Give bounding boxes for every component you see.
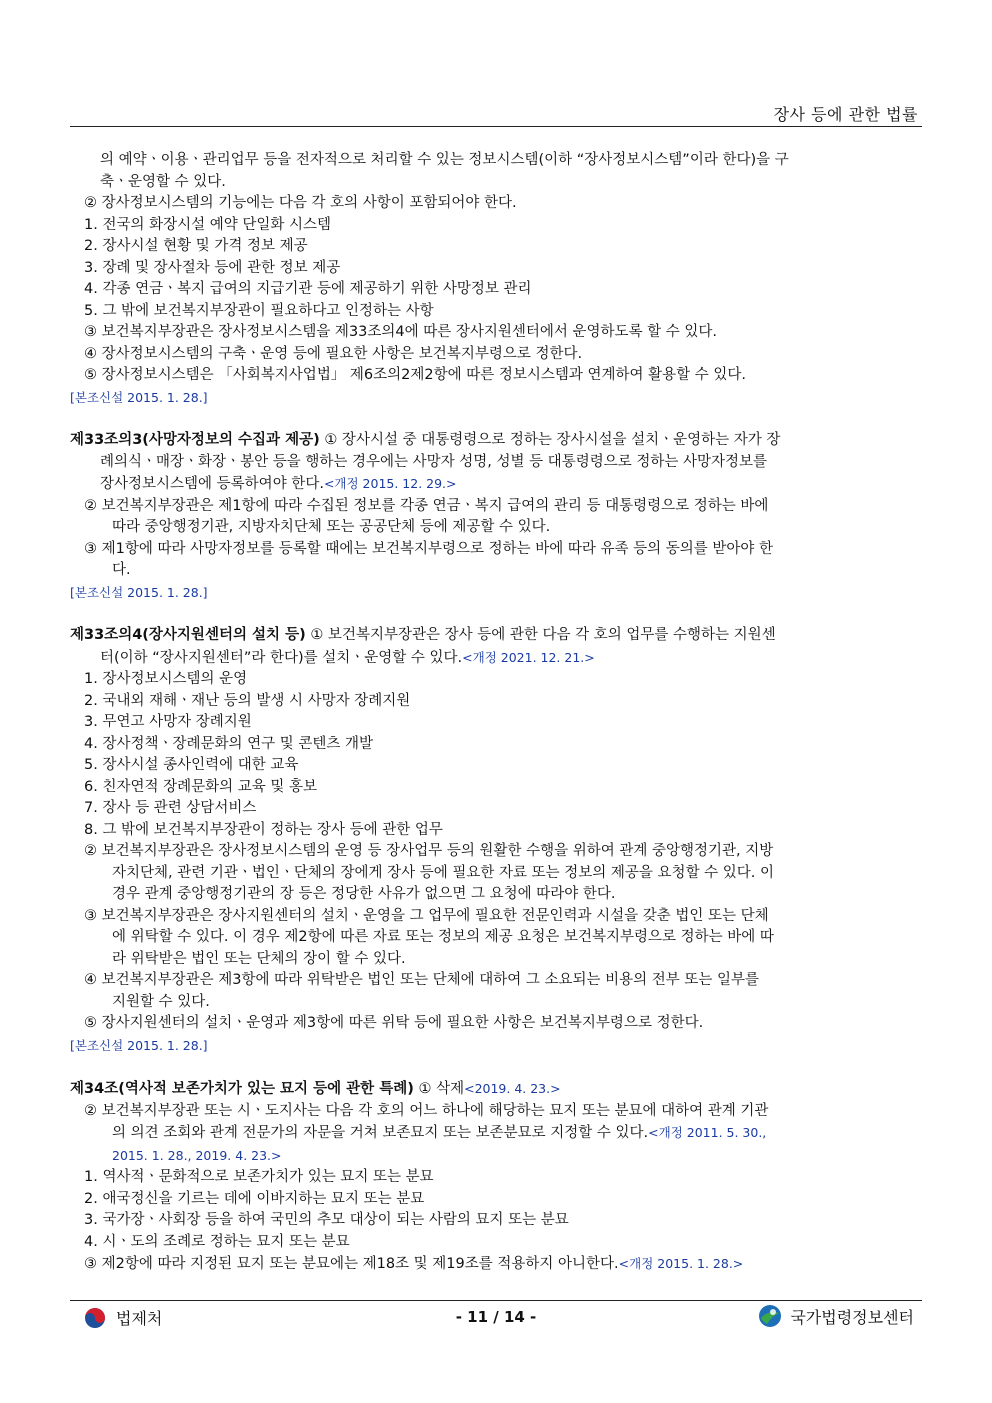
footer-divider xyxy=(70,1300,922,1301)
text-line xyxy=(70,236,922,258)
line-text: 1. 장사정보시스템의 운영 xyxy=(84,671,248,687)
line-text: 3. 국가장ㆍ사회장 등을 하여 국민의 추모 대상이 되는 사람의 묘지 또는 분묘 xyxy=(84,1212,569,1228)
article-title: 제33조의4(장사지원센터의 설치 등) xyxy=(70,627,306,643)
text-line xyxy=(70,452,922,474)
text-line xyxy=(70,906,922,928)
text-line xyxy=(70,777,922,799)
text-line xyxy=(70,322,922,344)
text-line xyxy=(70,884,922,906)
line-text: 축ㆍ운영할 수 있다. xyxy=(100,173,226,190)
enactment-note-text: [본조신설 2015. 1. 28.] xyxy=(70,1037,208,1053)
text-line xyxy=(70,473,922,496)
section-gap xyxy=(70,604,922,625)
line-text: ⑤ 장사지원센터의 설치ㆍ운영과 제3항에 따른 위탁 등에 필요한 사항은 보건복지부령으로 정한다. xyxy=(84,1015,704,1031)
line-text: ① 삭제 xyxy=(413,1081,465,1097)
line-text: 8. 그 밖에 보건복지부장관이 정하는 장사 등에 관한 업무 xyxy=(84,821,443,838)
text-line xyxy=(70,301,922,323)
amendment-note: <개정 2011. 5. 30., xyxy=(648,1125,767,1140)
enactment-note xyxy=(70,387,922,410)
line-text: 3. 장례 및 장사절차 등에 관한 정보 제공 xyxy=(84,259,341,276)
text-line xyxy=(70,647,922,670)
text-line xyxy=(70,150,922,172)
document-title: 장사 등에 관한 법률 xyxy=(773,105,918,124)
line-text: ⑤ 장사정보시스템은 「사회복지사업법」 제6조의2제2항에 따른 정보시스템과 연계하여 활용할 수 있다. xyxy=(84,367,747,383)
line-text: 따라 중앙행정기관, 지방자치단체 또는 공공단체 등에 제공할 수 있다. xyxy=(112,519,551,535)
text-line xyxy=(70,172,922,194)
amendment-note: <개정 2015. 1. 28.> xyxy=(618,1256,744,1271)
text-line xyxy=(70,970,922,992)
line-text: ③ 보건복지부장관은 장사정보시스템을 제33조의4에 따른 장사지원센터에서 운영하도록 할 수 있다. xyxy=(84,324,718,340)
enactment-note-text: [본조신설 2015. 1. 28.] xyxy=(70,584,208,600)
text-line xyxy=(70,863,922,885)
header-divider xyxy=(70,126,922,127)
line-text: ④ 보건복지부장관은 제3항에 따라 위탁받은 법인 또는 단체에 대하여 그 소요되는 비용의 전부 또는 일부를 xyxy=(84,972,760,988)
amendment-note: <개정 2015. 12. 29.> xyxy=(323,476,457,491)
globe-logo-icon xyxy=(758,1304,782,1328)
text-line xyxy=(70,1122,922,1145)
text-line xyxy=(70,258,922,280)
text-line xyxy=(70,344,922,366)
text-line xyxy=(70,496,922,518)
line-text: ② 장사정보시스템의 기능에는 다음 각 호의 사항이 포함되어야 한다. xyxy=(84,195,517,211)
article-heading-line xyxy=(70,1078,922,1101)
line-text: 2. 장사시설 현황 및 가격 정보 제공 xyxy=(84,238,308,254)
article-title: 제34조(역사적 보존가치가 있는 묘지 등에 관한 특례) xyxy=(70,1081,414,1097)
enactment-note xyxy=(70,582,922,605)
text-line xyxy=(70,1232,922,1254)
line-text: 2. 국내외 재해ㆍ재난 등의 발생 시 사망자 장례지원 xyxy=(84,692,411,709)
text-line xyxy=(70,712,922,734)
line-text: 4. 장사정책ㆍ장례문화의 연구 및 콘텐츠 개발 xyxy=(84,735,374,752)
section-gap xyxy=(70,1057,922,1078)
line-text: 에 위탁할 수 있다. 이 경우 제2항에 따른 자료 또는 정보의 제공 요청은 보건복지부령으로 정하는 바에 따 xyxy=(112,929,774,945)
text-line xyxy=(70,193,922,215)
enactment-note-text: [본조신설 2015. 1. 28.] xyxy=(70,389,208,405)
text-line xyxy=(70,820,922,842)
text-line xyxy=(70,992,922,1014)
line-text: ① 보건복지부장관은 장사 등에 관한 다음 각 호의 업무를 수행하는 지원센 xyxy=(305,627,776,643)
amendment-note: <2019. 4. 23.> xyxy=(464,1081,561,1096)
section-gap xyxy=(70,409,922,430)
line-text: 자치단체, 관련 기관ㆍ법인ㆍ단체의 장에게 장사 등에 필요한 자료 또는 정보의 제공을 요청할 수 있다. 이 xyxy=(112,864,775,881)
text-line xyxy=(70,1253,922,1276)
footer-right xyxy=(758,1304,914,1328)
line-text: ② 보건복지부장관은 제1항에 따라 수집된 정보를 각종 연금ㆍ복지 급여의 관리 등 대통령령으로 정하는 바에 xyxy=(84,497,769,514)
line-text: 5. 장사시설 종사인력에 대한 교육 xyxy=(84,757,299,773)
text-line xyxy=(70,734,922,756)
page-number: - 11 / 14 - xyxy=(455,1308,537,1326)
footer-org-name: 법제처 xyxy=(116,1309,163,1328)
text-line xyxy=(70,691,922,713)
text-line xyxy=(70,841,922,863)
text-line xyxy=(70,1013,922,1035)
line-text: 지원할 수 있다. xyxy=(112,993,210,1010)
text-line xyxy=(70,1210,922,1232)
line-text: ③ 보건복지부장관은 장사지원센터의 설치ㆍ운영을 그 업무에 필요한 전문인력과 시설을 갖춘 법인 또는 단체 xyxy=(84,907,769,924)
line-text: 경우 관계 중앙행정기관의 장 등은 정당한 사유가 없으면 그 요청에 따라야 한다. xyxy=(112,886,616,902)
enactment-note xyxy=(70,1035,922,1058)
text-line xyxy=(70,365,922,387)
amendment-note: 2015. 1. 28., 2019. 4. 23.> xyxy=(112,1147,282,1163)
line-text: 의 예약ㆍ이용ㆍ관리업무 등을 전자적으로 처리할 수 있는 정보시스템(이하 “장사정보시스템”이라 한다)을 구 xyxy=(100,152,789,168)
line-text: 라 위탁받은 법인 또는 단체의 장이 할 수 있다. xyxy=(112,950,406,967)
line-text: 5. 그 밖에 보건복지부장관이 필요하다고 인정하는 사항 xyxy=(84,302,434,319)
text-line xyxy=(70,215,922,237)
line-text: 1. 역사적ㆍ문화적으로 보존가치가 있는 묘지 또는 분묘 xyxy=(84,1169,434,1185)
text-line xyxy=(70,1167,922,1189)
line-text: 의 의견 조회와 관계 전문가의 자문을 거쳐 보존묘지 또는 보존분묘로 지정할 수 있다. xyxy=(112,1125,649,1141)
text-line xyxy=(70,949,922,971)
text-line xyxy=(70,560,922,582)
article-title: 제33조의3(사망자정보의 수집과 제공) xyxy=(70,432,320,448)
line-text: 4. 각종 연금ㆍ복지 급여의 지급기관 등에 제공하기 위한 사망정보 관리 xyxy=(84,281,532,297)
line-text: 장사정보시스템에 등록하여야 한다. xyxy=(100,476,324,492)
line-text: ④ 장사정보시스템의 구축ㆍ운영 등에 필요한 사항은 보건복지부령으로 정한다. xyxy=(84,345,583,362)
text-line xyxy=(70,755,922,777)
line-text: 4. 시ㆍ도의 조례로 정하는 묘지 또는 분묘 xyxy=(84,1233,350,1250)
article-heading-line xyxy=(70,625,922,647)
text-line xyxy=(70,669,922,691)
line-text: 다. xyxy=(112,562,131,578)
line-text: 3. 무연고 사망자 장례지원 xyxy=(84,714,252,730)
line-text: ③ 제1항에 따라 사망자정보를 등록할 때에는 보건복지부령으로 정하는 바에 따라 유족 등의 동의를 받아야 한 xyxy=(84,540,774,557)
line-text: ② 보건복지부장관은 장사정보시스템의 운영 등 장사업무 등의 원활한 수행을 위하여 관계 중앙행정기관, 지방 xyxy=(84,843,774,859)
line-text: 1. 전국의 화장시설 예약 단일화 시스템 xyxy=(84,216,331,233)
line-text: ② 보건복지부장관 또는 시ㆍ도지사는 다음 각 호의 어느 하나에 해당하는 묘지 또는 분묘에 대하여 관계 기관 xyxy=(84,1102,769,1119)
line-text: ① 장사시설 중 대통령령으로 정하는 장사시설을 설치ㆍ운영하는 자가 장 xyxy=(319,432,781,448)
law-text-body xyxy=(70,150,922,1276)
line-text: 6. 친자연적 장례문화의 교육 및 홍보 xyxy=(84,778,317,795)
line-text: 례의식ㆍ매장ㆍ화장ㆍ봉안 등을 행하는 경우에는 사망자 성명, 성별 등 대통령령으로 정하는 사망자정보를 xyxy=(100,453,768,470)
text-line xyxy=(70,1101,922,1123)
text-line xyxy=(70,927,922,949)
text-line xyxy=(70,1189,922,1211)
line-text: 터(이하 “장사지원센터”라 한다)를 설치ㆍ운영할 수 있다. xyxy=(100,649,463,666)
line-text: 7. 장사 등 관련 상담서비스 xyxy=(84,800,257,816)
text-line xyxy=(70,539,922,561)
article-heading-line xyxy=(70,430,922,452)
line-text: 2. 애국정신을 기르는 데에 이바지하는 묘지 또는 분묘 xyxy=(84,1190,425,1207)
text-line xyxy=(70,517,922,539)
text-line xyxy=(70,279,922,301)
amendment-note: <개정 2021. 12. 21.> xyxy=(462,649,595,665)
footer-center-name: 국가법령정보센터 xyxy=(790,1307,914,1327)
line-text: ③ 제2항에 따라 지정된 묘지 또는 분묘에는 제18조 및 제19조를 적용하지 아니한다. xyxy=(84,1256,619,1272)
text-line xyxy=(70,1145,922,1168)
text-line xyxy=(70,798,922,820)
